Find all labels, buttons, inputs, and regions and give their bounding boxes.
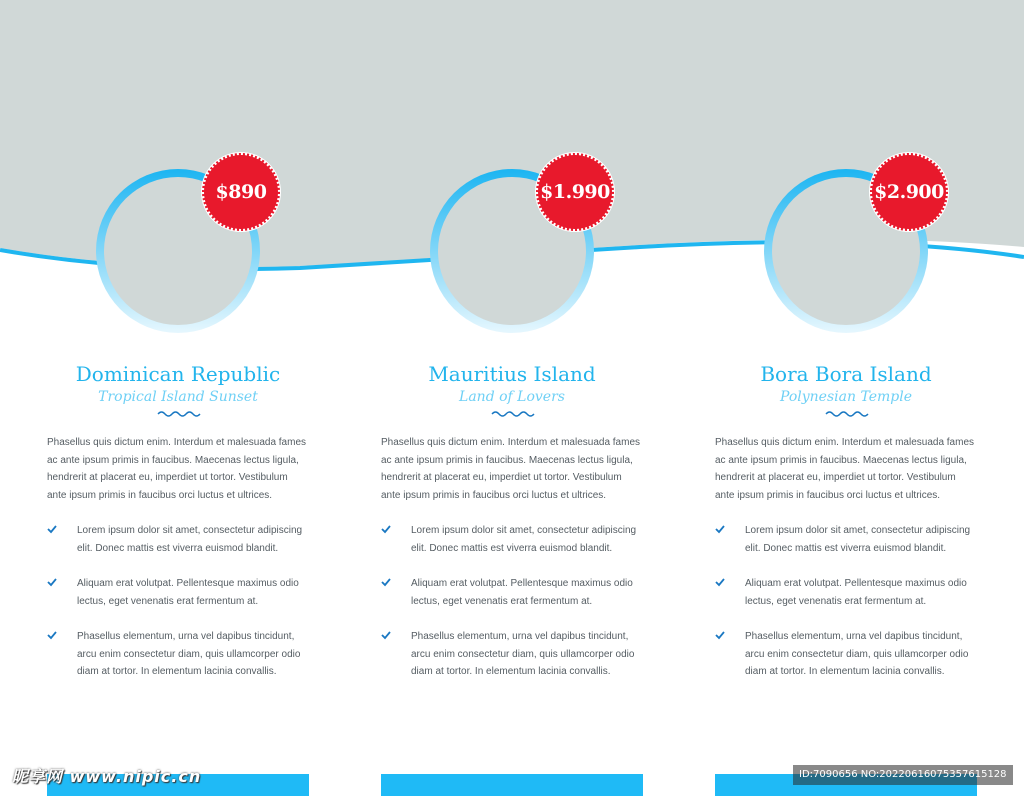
check-icon (381, 524, 391, 534)
price-label: $1.990 (540, 181, 610, 203)
feature-text: Lorem ipsum dolor sit amet, consectetur adipiscing elit. Donec mattis est viverra euismod blandit. (411, 525, 637, 554)
feature-text: Aliquam erat volutpat. Pellentesque maximus odio lectus, eget venenatis erat fermentum at. (745, 578, 967, 607)
check-icon (381, 577, 391, 587)
check-icon (715, 630, 725, 640)
destination-subtitle: Polynesian Temple (780, 389, 912, 405)
price-badge (533, 150, 617, 234)
destination-title: Dominican Republic (75, 362, 281, 386)
destination-description: Phasellus quis dictum enim. Interdum et malesuada fames ac ante ipsum primis in faucibus. Maecenas lectus ligula, hendrerit at placerat eu, imperdiet ut tortor. Vestibulum ante ipsum primis in faucibus orci luctus et ultrices. (715, 437, 975, 501)
feature-text: Lorem ipsum dolor sit amet, consectetur adipiscing elit. Donec mattis est viverra euismod blandit. (745, 525, 971, 554)
squiggle-divider (491, 410, 535, 418)
price-badge (867, 150, 951, 234)
check-icon (47, 524, 57, 534)
destination-title: Mauritius Island (428, 362, 596, 386)
watermark-id: ID:7090656 NO:20220616075357615128 (793, 765, 1013, 785)
feature-text: Phasellus elementum, urna vel dapibus tincidunt, arcu enim consectetur diam, quis ullamcorper odio diam at tortor. In elementum lacinia convallis. (77, 631, 301, 678)
price-label: $2.900 (874, 181, 944, 203)
destination-card-bora-bora (715, 0, 995, 796)
feature-text: Phasellus elementum, urna vel dapibus tincidunt, arcu enim consectetur diam, quis ullamcorper odio diam at tortor. In elementum lacinia convallis. (745, 631, 969, 678)
check-icon (47, 577, 57, 587)
squiggle-divider (825, 410, 869, 418)
destination-card-dominican (47, 0, 327, 796)
feature-text: Aliquam erat volutpat. Pellentesque maximus odio lectus, eget venenatis erat fermentum at. (77, 578, 299, 607)
feature-text: Phasellus elementum, urna vel dapibus tincidunt, arcu enim consectetur diam, quis ullamcorper odio diam at tortor. In elementum lacinia convallis. (411, 631, 635, 678)
destination-subtitle: Land of Lovers (459, 389, 565, 405)
destination-subtitle: Tropical Island Sunset (98, 389, 258, 405)
price-label: $890 (215, 181, 267, 203)
cta-bar[interactable] (381, 774, 643, 796)
feature-text: Aliquam erat volutpat. Pellentesque maximus odio lectus, eget venenatis erat fermentum at. (411, 578, 633, 607)
destination-description: Phasellus quis dictum enim. Interdum et malesuada fames ac ante ipsum primis in faucibus. Maecenas lectus ligula, hendrerit at placerat eu, imperdiet ut tortor. Vestibulum ante ipsum primis in faucibus orci luctus et ultrices. (381, 437, 641, 501)
price-badge (199, 150, 283, 234)
check-icon (715, 524, 725, 534)
destination-title: Bora Bora Island (760, 362, 932, 386)
destination-card-mauritius (381, 0, 661, 796)
squiggle-divider (157, 410, 201, 418)
check-icon (381, 630, 391, 640)
check-icon (47, 630, 57, 640)
check-icon (715, 577, 725, 587)
watermark-logo-text: 昵享网 www.nipic.cn (12, 767, 202, 786)
destination-description: Phasellus quis dictum enim. Interdum et malesuada fames ac ante ipsum primis in faucibus. Maecenas lectus ligula, hendrerit at placerat eu, imperdiet ut tortor. Vestibulum ante ipsum primis in faucibus orci luctus et ultrices. (47, 437, 307, 501)
feature-text: Lorem ipsum dolor sit amet, consectetur adipiscing elit. Donec mattis est viverra euismod blandit. (77, 525, 303, 554)
